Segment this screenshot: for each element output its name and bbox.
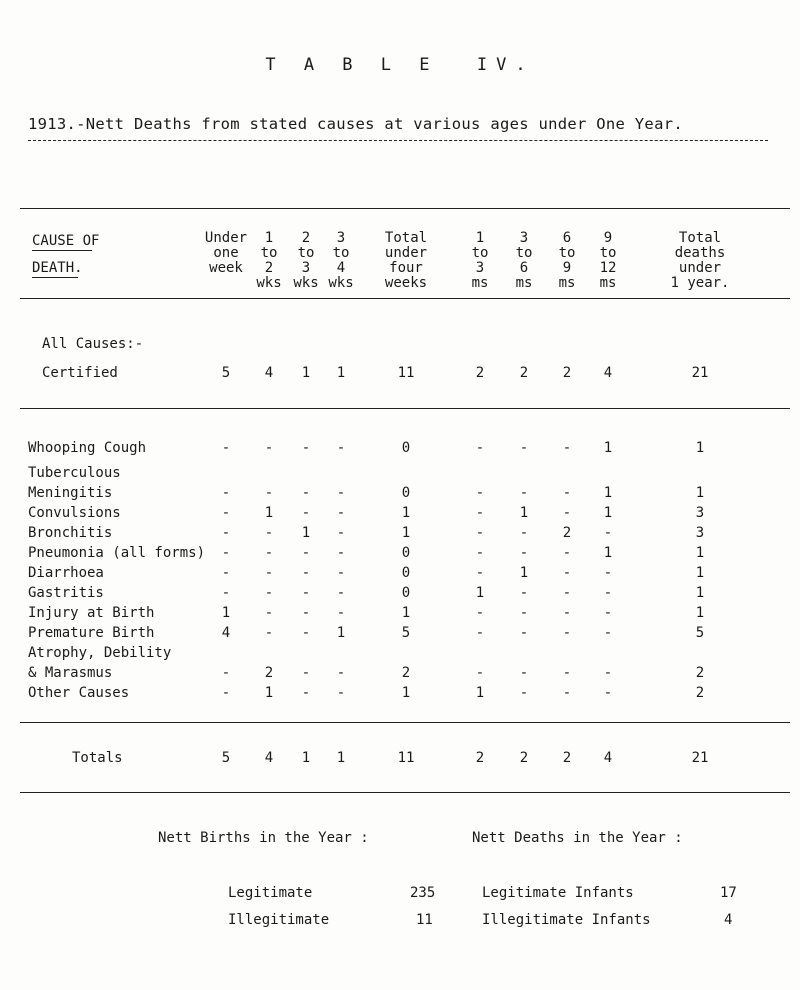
- header-cause-line-2: DEATH.: [32, 260, 83, 276]
- totals-value: 2: [475, 750, 485, 766]
- births-legitimate-value: 235: [410, 885, 436, 901]
- cause-value: 5: [401, 625, 411, 641]
- cause-value: 1: [264, 505, 274, 521]
- cause-value: 1: [603, 440, 613, 456]
- cause-value: -: [264, 625, 274, 641]
- certified-value: 1: [301, 365, 311, 381]
- header-col-1-line-0: 1: [264, 230, 274, 246]
- cause-value: 1: [401, 525, 411, 541]
- totals-value: 1: [336, 750, 346, 766]
- cause-value: -: [519, 605, 529, 621]
- cause-value: -: [221, 525, 231, 541]
- cause-label: Atrophy, Debility: [28, 645, 172, 661]
- certified-value: 4: [264, 365, 274, 381]
- cause-value: -: [264, 585, 274, 601]
- header-col-1-line-3: wks: [256, 275, 282, 291]
- totals-value: 2: [562, 750, 572, 766]
- cause-label: Premature Birth: [28, 625, 155, 641]
- cause-value: -: [475, 665, 485, 681]
- header-col-9-line-0: Total: [678, 230, 722, 246]
- cause-value: -: [221, 685, 231, 701]
- header-top-rule: [20, 208, 790, 209]
- cause-value: -: [336, 505, 346, 521]
- cause-value: -: [562, 440, 572, 456]
- cause-value: -: [562, 585, 572, 601]
- cause-value: -: [475, 525, 485, 541]
- cause-value: 1: [401, 605, 411, 621]
- cause-label: Tuberculous: [28, 465, 121, 481]
- cause-value: 1: [603, 485, 613, 501]
- cause-value: -: [301, 565, 311, 581]
- cause-value: 2: [401, 665, 411, 681]
- births-illegitimate-label: Illegitimate: [228, 912, 330, 928]
- cause-value: -: [336, 545, 346, 561]
- cause-value: 1: [695, 545, 705, 561]
- header-col-4-line-2: four: [389, 260, 423, 276]
- cause-value: -: [562, 485, 572, 501]
- certified-value: 2: [519, 365, 529, 381]
- cause-value: 0: [401, 585, 411, 601]
- cause-value: -: [301, 605, 311, 621]
- cause-value: -: [519, 525, 529, 541]
- cause-value: -: [301, 440, 311, 456]
- cause-value: -: [603, 685, 613, 701]
- cause-value: 1: [336, 625, 346, 641]
- cause-value: -: [336, 605, 346, 621]
- cause-value: -: [519, 585, 529, 601]
- header-col-8-line-1: to: [599, 245, 617, 261]
- deaths-legitimate-value: 17: [720, 885, 737, 901]
- cause-value: 2: [264, 665, 274, 681]
- cause-value: -: [301, 625, 311, 641]
- cause-value: 5: [695, 625, 705, 641]
- cause-value: -: [562, 545, 572, 561]
- totals-value: 2: [519, 750, 529, 766]
- cause-value: -: [603, 605, 613, 621]
- cause-value: -: [301, 485, 311, 501]
- cause-value: -: [336, 565, 346, 581]
- header-col-6-line-1: to: [515, 245, 533, 261]
- cause-value: -: [301, 665, 311, 681]
- cause-value: 1: [695, 565, 705, 581]
- cause-value: 0: [401, 485, 411, 501]
- cause-label: & Marasmus: [28, 665, 113, 681]
- totals-value: 1: [301, 750, 311, 766]
- cause-value: -: [603, 525, 613, 541]
- page-title: 1913.-Nett Deaths from stated causes at various ages under One Year.: [28, 115, 683, 133]
- cause-value: -: [221, 545, 231, 561]
- header-col-9-line-1: deaths: [674, 245, 726, 261]
- births-heading: Nett Births in the Year :: [158, 830, 369, 846]
- cause-value: -: [519, 485, 529, 501]
- totals-label: Totals: [72, 750, 123, 766]
- births-illegitimate-value: 11: [416, 912, 433, 928]
- cause-value: 1: [519, 565, 529, 581]
- header-col-8-line-3: ms: [599, 275, 617, 291]
- header-col-0-line-1: one: [213, 245, 239, 261]
- cause-value: -: [475, 565, 485, 581]
- cause-value: -: [336, 440, 346, 456]
- cause-value: -: [603, 665, 613, 681]
- cause-value: -: [336, 485, 346, 501]
- header-col-2-line-3: wks: [293, 275, 319, 291]
- cause-value: -: [519, 440, 529, 456]
- header-col-5-line-3: ms: [471, 275, 489, 291]
- cause-value: -: [264, 565, 274, 581]
- cause-value: -: [562, 505, 572, 521]
- certified-value: 2: [562, 365, 572, 381]
- header-col-5-line-1: to: [471, 245, 489, 261]
- header-col-8-line-0: 9: [603, 230, 613, 246]
- cause-value: -: [475, 485, 485, 501]
- all-causes-label: All Causes:-: [42, 336, 144, 352]
- deaths-illegitimate-label: Illegitimate Infants: [482, 912, 651, 928]
- cause-value: -: [264, 485, 274, 501]
- cause-label: Whooping Cough: [28, 440, 147, 456]
- cause-value: -: [221, 665, 231, 681]
- header-col-2-line-2: 3: [301, 260, 311, 276]
- cause-value: 1: [695, 485, 705, 501]
- cause-label: Diarrhoea: [28, 565, 104, 581]
- totals-value: 4: [264, 750, 274, 766]
- header-col-8-line-2: 12: [599, 260, 617, 276]
- cause-value: 1: [695, 585, 705, 601]
- header-col-4-line-0: Total: [384, 230, 428, 246]
- cause-value: -: [475, 545, 485, 561]
- table-label: T A B L E IV.: [265, 55, 535, 75]
- cause-label: Meningitis: [28, 485, 113, 501]
- certified-value: 1: [336, 365, 346, 381]
- cause-value: -: [475, 605, 485, 621]
- totals-value: 5: [221, 750, 231, 766]
- cause-value: 2: [695, 685, 705, 701]
- cause-value: 4: [221, 625, 231, 641]
- header-cause-underline: [32, 250, 92, 251]
- header-col-4-line-1: under: [384, 245, 428, 261]
- cause-value: -: [562, 605, 572, 621]
- cause-value: -: [264, 545, 274, 561]
- header-col-9-line-3: 1 year.: [670, 275, 730, 291]
- header-col-7-line-1: to: [558, 245, 576, 261]
- certified-value: 11: [397, 365, 415, 381]
- deaths-heading: Nett Deaths in the Year :: [472, 830, 683, 846]
- cause-value: -: [221, 505, 231, 521]
- header-col-9-line-2: under: [678, 260, 722, 276]
- cause-value: -: [603, 585, 613, 601]
- cause-value: 1: [695, 605, 705, 621]
- cause-value: -: [475, 440, 485, 456]
- cause-value: -: [603, 565, 613, 581]
- cause-value: 1: [603, 545, 613, 561]
- cause-value: -: [519, 685, 529, 701]
- cause-value: -: [475, 505, 485, 521]
- cause-value: -: [562, 565, 572, 581]
- body-top-rule: [20, 408, 790, 409]
- header-col-6-line-3: ms: [515, 275, 533, 291]
- totals-top-rule: [20, 722, 790, 723]
- cause-value: 1: [301, 525, 311, 541]
- cause-value: -: [336, 685, 346, 701]
- cause-value: -: [221, 585, 231, 601]
- births-legitimate-label: Legitimate: [228, 885, 313, 901]
- cause-value: 1: [221, 605, 231, 621]
- cause-value: 0: [401, 565, 411, 581]
- totals-value: 21: [691, 750, 709, 766]
- cause-value: 1: [603, 505, 613, 521]
- cause-value: 2: [695, 665, 705, 681]
- header-col-1-line-2: 2: [264, 260, 274, 276]
- header-col-6-line-2: 6: [519, 260, 529, 276]
- header-col-6-line-0: 3: [519, 230, 529, 246]
- cause-value: 1: [475, 585, 485, 601]
- header-col-3-line-0: 3: [336, 230, 346, 246]
- cause-value: -: [264, 525, 274, 541]
- cause-value: 1: [519, 505, 529, 521]
- cause-value: -: [264, 605, 274, 621]
- cause-value: -: [301, 685, 311, 701]
- cause-value: -: [301, 545, 311, 561]
- cause-value: 3: [695, 525, 705, 541]
- header-col-5-line-2: 3: [475, 260, 485, 276]
- cause-value: -: [562, 665, 572, 681]
- cause-value: -: [221, 565, 231, 581]
- cause-label: Gastritis: [28, 585, 104, 601]
- cause-value: 1: [475, 685, 485, 701]
- header-col-3-line-2: 4: [336, 260, 346, 276]
- cause-value: -: [221, 485, 231, 501]
- header-bottom-rule: [20, 298, 790, 299]
- header-col-5-line-0: 1: [475, 230, 485, 246]
- certified-value: 4: [603, 365, 613, 381]
- cause-value: -: [301, 505, 311, 521]
- cause-value: -: [519, 625, 529, 641]
- certified-value: 2: [475, 365, 485, 381]
- header-col-0-line-2: week: [209, 260, 243, 276]
- cause-label: Other Causes: [28, 685, 130, 701]
- header-col-4-line-3: weeks: [384, 275, 428, 291]
- cause-label: Convulsions: [28, 505, 121, 521]
- header-col-7-line-3: ms: [558, 275, 576, 291]
- deaths-illegitimate-value: 4: [724, 912, 733, 928]
- cause-value: -: [475, 625, 485, 641]
- cause-value: 1: [401, 685, 411, 701]
- cause-label: Bronchitis: [28, 525, 113, 541]
- header-col-3-line-3: wks: [328, 275, 354, 291]
- cause-value: 0: [401, 440, 411, 456]
- cause-value: 2: [562, 525, 572, 541]
- totals-bottom-rule: [20, 792, 790, 793]
- cause-value: -: [336, 585, 346, 601]
- certified-value: 21: [691, 365, 709, 381]
- cause-value: 0: [401, 545, 411, 561]
- header-col-0-line-0: Under: [204, 230, 248, 246]
- cause-value: -: [562, 685, 572, 701]
- certified-label: Certified: [42, 365, 118, 381]
- cause-label: Pneumonia (all forms): [28, 545, 206, 561]
- cause-value: 1: [695, 440, 705, 456]
- certified-value: 5: [221, 365, 231, 381]
- header-col-1-line-1: to: [260, 245, 278, 261]
- cause-value: -: [264, 440, 274, 456]
- header-col-2-line-1: to: [297, 245, 315, 261]
- cause-value: 1: [264, 685, 274, 701]
- cause-label: Injury at Birth: [28, 605, 155, 621]
- cause-value: -: [603, 625, 613, 641]
- cause-value: -: [562, 625, 572, 641]
- cause-value: -: [336, 665, 346, 681]
- totals-value: 4: [603, 750, 613, 766]
- header-col-3-line-1: to: [332, 245, 350, 261]
- totals-value: 11: [397, 750, 415, 766]
- cause-value: -: [301, 585, 311, 601]
- header-col-2-line-0: 2: [301, 230, 311, 246]
- cause-value: 1: [401, 505, 411, 521]
- title-underline: [28, 140, 768, 141]
- cause-value: -: [519, 665, 529, 681]
- deaths-legitimate-label: Legitimate Infants: [482, 885, 634, 901]
- cause-value: -: [221, 440, 231, 456]
- cause-value: -: [336, 525, 346, 541]
- cause-value: -: [519, 545, 529, 561]
- header-col-7-line-0: 6: [562, 230, 572, 246]
- header-col-7-line-2: 9: [562, 260, 572, 276]
- cause-value: 3: [695, 505, 705, 521]
- header-cause-line-1: CAUSE OF: [32, 233, 100, 249]
- header-cause-underline-2: [32, 277, 78, 278]
